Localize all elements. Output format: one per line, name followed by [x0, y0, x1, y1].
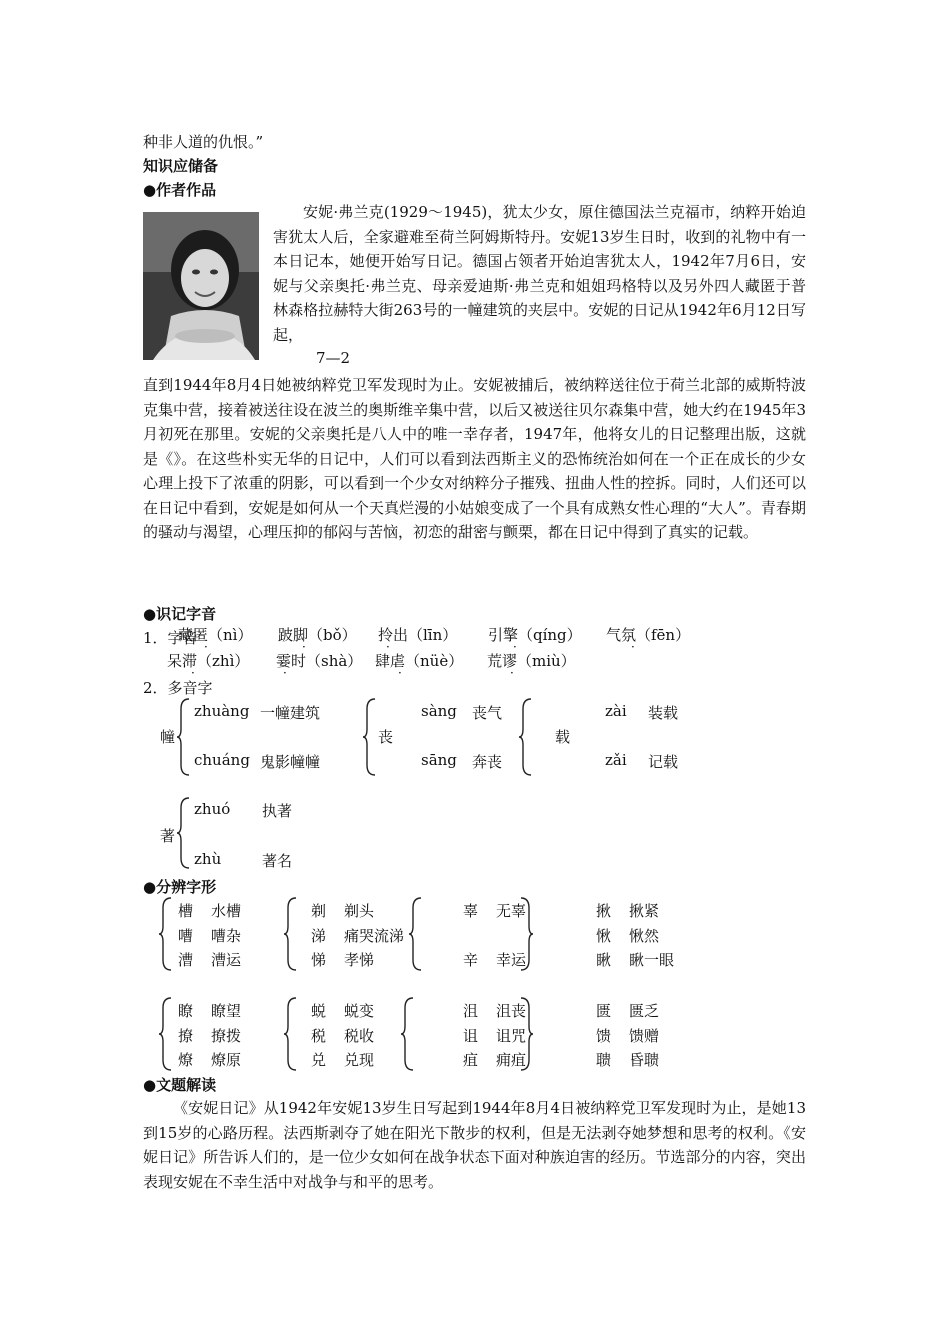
brace-icon: [518, 697, 534, 777]
pinyin: zhù: [194, 850, 222, 868]
shape-word: 兑现: [344, 1051, 375, 1069]
shape-char: 悌: [311, 951, 327, 969]
section-author: ●作者作品: [143, 181, 217, 199]
section-interpret: ●文题解读: [143, 1076, 217, 1094]
shape-char: 疽: [463, 1051, 479, 1069]
shape-word: 水槽: [211, 902, 242, 920]
zi-yin-item: 肆虐（nüè）: [375, 652, 464, 670]
shape-char: 撩: [178, 1027, 194, 1045]
shape-char: 辛: [463, 951, 479, 969]
shape-word: 痛哭流涕: [344, 927, 405, 945]
author-intro: 安妮·弗兰克(1929～1945)，犹太少女，原住德国法兰克福市，纳粹开始迫害犹太人后，全家避难至荷兰阿姆斯特丹。安妮13岁生日时，收到的礼物中有一本日记本，她便开始写日记。德国占领者开始迫害犹太人，1942年7月6日，安妮与父亲奥托·弗兰克、母亲爱迪斯·弗兰克和姐姐玛格特以及另外四人藏匿于普林森格拉赫特大街263号的一幢建筑的夹层中。安妮的日记从1942年6月12日写起，: [273, 203, 806, 344]
pinyin: sàng: [421, 702, 457, 720]
shape-char: 聩: [596, 1051, 612, 1069]
zi-yin-item: 荒谬（miù）: [487, 652, 576, 670]
shape-word: 幸运: [496, 951, 527, 969]
pinyin: zhuàng: [194, 702, 250, 720]
word: 丧气: [472, 704, 503, 722]
zi-yin-item: 气氛（fēn）: [606, 626, 691, 644]
shape-char: 揪: [596, 902, 612, 920]
shape-char: 愀: [596, 927, 612, 945]
shape-word: 瞭望: [211, 1002, 242, 1020]
shape-word: 嘈杂: [211, 927, 242, 945]
shape-char: 税: [311, 1027, 327, 1045]
shape-char: 漕: [178, 951, 194, 969]
photo-caption: 7—2: [316, 349, 351, 367]
shape-char: 馈: [596, 1027, 612, 1045]
brace-icon: [400, 996, 416, 1072]
shape-word: 燎原: [211, 1051, 242, 1069]
shape-char: 蜕: [311, 1002, 327, 1020]
shape-word: 馈赠: [629, 1027, 660, 1045]
pinyin: zǎi: [605, 751, 627, 769]
zi-yin-item: 拎出（līn）: [378, 626, 458, 644]
word: 奔丧: [472, 753, 503, 771]
shape-word: 诅咒: [496, 1027, 527, 1045]
shape-word: 蜕变: [344, 1002, 375, 1020]
pinyin: zhuó: [194, 800, 231, 818]
emphasis-dot: ·: [386, 640, 390, 654]
shape-word: 孝悌: [344, 951, 375, 969]
word: 著名: [262, 852, 293, 870]
pinyin: zài: [605, 702, 627, 720]
emphasis-dot: ·: [513, 640, 517, 654]
duoyin-char: 丧: [378, 728, 394, 746]
shape-char: 瞅: [596, 951, 612, 969]
duo-yin-title: 2．多音字: [143, 679, 213, 697]
emphasis-dot: ·: [283, 666, 287, 680]
emphasis-dot: ·: [398, 666, 402, 680]
shape-char: 兑: [311, 1051, 327, 1069]
shape-word: 撩拨: [211, 1027, 242, 1045]
brace-icon: [158, 996, 174, 1072]
brace-icon: [158, 896, 174, 972]
section-pronunciation: ●识记字音: [143, 605, 217, 623]
brace-icon: [408, 896, 424, 972]
brace-icon: [176, 697, 192, 777]
shape-char: 瞭: [178, 1002, 194, 1020]
word: 鬼影幢幢: [260, 753, 321, 771]
duoyin-char: 著: [160, 827, 176, 845]
anne-frank-photo: [143, 212, 259, 360]
shape-word: 瞅一眼: [629, 951, 675, 969]
top-line: 种非人道的仇恨。”: [143, 133, 264, 151]
shape-word: 剃头: [344, 902, 375, 920]
word: 记载: [648, 753, 679, 771]
duoyin-char: 载: [555, 728, 571, 746]
pinyin: sāng: [421, 751, 457, 769]
shape-char: 匮: [596, 1002, 612, 1020]
zi-yin-item: 呆滞（zhì）: [167, 652, 250, 670]
shape-word: 愀然: [629, 927, 660, 945]
zi-yin-item: 霎时（shà）: [276, 652, 363, 670]
emphasis-dot: ·: [302, 640, 306, 654]
shape-char: 涕: [311, 927, 327, 945]
shape-char: 槽: [178, 902, 194, 920]
word: 一幢建筑: [260, 704, 321, 722]
shape-word: 昏聩: [629, 1051, 660, 1069]
interpret-text: 《安妮日记》从1942年安妮13岁生日写起到1944年8月4日被纳粹党卫军发现时为止，是她13到15岁的心路历程。法西斯剥夺了她在阳光下散步的权利，但是无法剥夺她梦想和思考的权利。《安妮日记》所告诉人们的，是一位少女如何在战争状态下面对种族迫害的经历。节选部分的内容，突出表现安妮在不幸生活中对战争与和平的思考。: [143, 1099, 806, 1191]
emphasis-dot: ·: [204, 640, 208, 654]
shape-word: 痈疽: [496, 1051, 527, 1069]
word: 装载: [648, 704, 679, 722]
shape-word: 揪紧: [629, 902, 660, 920]
emphasis-dot: ·: [631, 640, 635, 654]
emphasis-dot: ·: [191, 666, 195, 680]
shape-char: 剃: [311, 902, 327, 920]
zi-yin-title: 1．字音: [143, 629, 198, 647]
shape-char: 燎: [178, 1051, 194, 1069]
duoyin-char: 幢: [160, 728, 176, 746]
zi-yin-item: 引擎（qíng）: [488, 626, 582, 644]
brace-icon: [283, 896, 299, 972]
emphasis-dot: ·: [510, 666, 514, 680]
pinyin: chuáng: [194, 751, 250, 769]
section-knowledge: 知识应储备: [143, 157, 219, 175]
brace-icon: [362, 697, 378, 777]
section-shape: ●分辨字形: [143, 878, 217, 896]
shape-char: 嘈: [178, 927, 194, 945]
shape-word: 无辜: [496, 902, 527, 920]
brace-icon: [283, 996, 299, 1072]
shape-char: 辜: [463, 902, 479, 920]
zi-yin-item: 跛脚（bǒ）: [278, 626, 357, 644]
shape-word: 漕运: [211, 951, 242, 969]
word: 执著: [262, 802, 293, 820]
shape-word: 匮乏: [629, 1002, 660, 1020]
shape-word: 税收: [344, 1027, 375, 1045]
shape-word: 沮丧: [496, 1002, 527, 1020]
author-continue: 直到1944年8月4日她被纳粹党卫军发现时为止。安妮被捕后，被纳粹送往位于荷兰北部的威斯特波克集中营，接着被送往设在波兰的奥斯维辛集中营，以后又被送往贝尔森集中营，她大约在1945年3月初死在那里。安妮的父亲奥托是八人中的唯一幸存者，1947年，他将女儿的日记整理出版，这就是《》。在这些朴实无华的日记中，人们可以看到法西斯主义的恐怖统治如何在一个正在成长的少女心理上投下了浓重的阴影，可以看到一个少女对纳粹分子摧残、扭曲人性的控拆。同时，人们还可以在日记中看到，安妮是如何从一个天真烂漫的小姑娘变成了一个具有成熟女性心理的“大人”。青春期的骚动与渴望，心理压抑的郁闷与苦恼，初恋的甜密与颤栗，都在日记中得到了真实的记载。: [143, 376, 806, 541]
brace-icon: [176, 796, 192, 870]
shape-char: 诅: [463, 1027, 479, 1045]
zi-yin-item: 藏匿（nì）: [178, 626, 253, 644]
shape-char: 沮: [463, 1002, 479, 1020]
